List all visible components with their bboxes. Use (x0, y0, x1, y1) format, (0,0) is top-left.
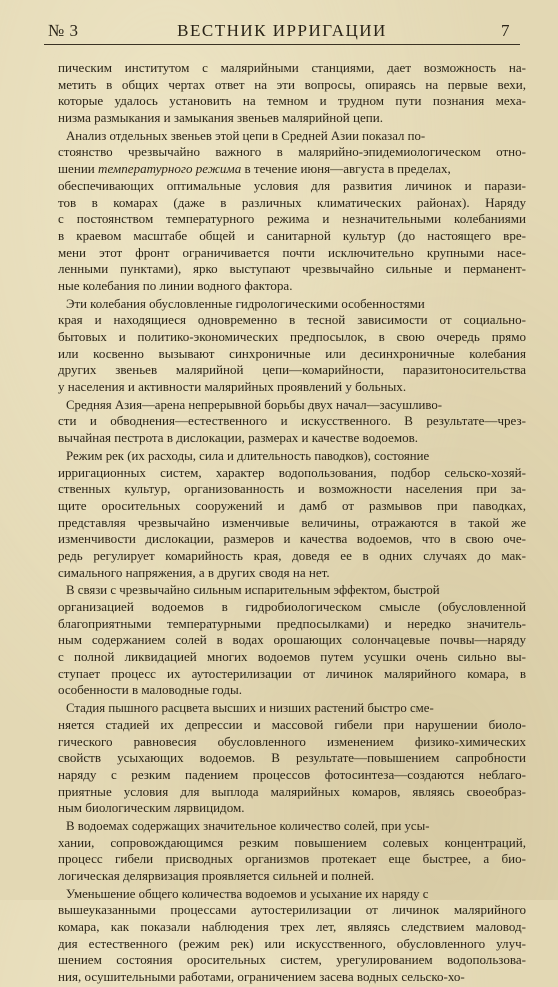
text-line: щите оросительных сооружений и дамб от размывов при паводках, (58, 497, 526, 513)
text-line: бытовых и политико-экономических предпосылок, в свою очередь прямо (58, 329, 526, 344)
text-line: мени этот фронт ограничивается почти исключительно крупными насе- (58, 244, 526, 260)
text-line: ные колебания по линии водного фактора. (58, 277, 293, 293)
text-line: Средняя Азия—арена непрерывной борьбы двух начал—засушливо- (66, 396, 443, 412)
text-line: с полной ликвидацией многих водоемов путем усушки очень сильно вы- (58, 649, 526, 665)
text-line: хании, сопровождающимся резким повышением солевых концентраций, (58, 834, 526, 850)
text-line: шением состояния оросительных систем, урегулированием водопользова- (58, 952, 526, 968)
text-line: особенности в маловодные годы. (58, 682, 242, 698)
text-line: которые удалось установить на темном и трудном пути познания меха- (58, 93, 526, 109)
text-line: благоприятными температурными предпосылками) и нередко значитель- (58, 615, 526, 631)
text-line: шении температурного режима в течение июня—августа в пределах, (58, 161, 451, 177)
text-line: ным содержанием солей в водах орошающих солончацевые почвы—наряду (58, 632, 526, 648)
text-line: края и находящиеся одновременно в тесной зависимости от социально- (58, 312, 526, 328)
issue-number: № 3 (48, 21, 79, 40)
journal-title: ВЕСТНИК ИРРИГАЦИИ (177, 21, 387, 40)
text-line: ступает процесс их аутостерилизации от личинок малярийного комара, в (58, 665, 526, 681)
text-line: процесс гибели присводных организмов протекает еще быстрее, а био- (58, 851, 526, 867)
text-line: в краевом масштабе общей и санитарной культур (до настоящего вре- (58, 227, 526, 243)
text-line: пическим институтом с малярийными станциями, дает возможность на- (58, 60, 526, 75)
paragraph (58, 582, 526, 699)
text-line: метить в общих чертах ответ на эти вопросы, опираясь на первые вехи, (58, 76, 526, 92)
text-line: изменчивости дислокации, размеров и качества водоемов, что в свою оче- (58, 531, 526, 547)
paragraph (58, 700, 526, 817)
text-line: или косвенно вызывают синхроничные или десинхроничные колебания (58, 345, 526, 361)
text-line: ния, осушительными работами, ограничением засева водных сельско-хо- (58, 969, 465, 985)
text-line: Анализ отдельных звеньев этой цепи в Средней Азии показал по- (66, 127, 426, 143)
text-line: ленными пунктами), ярко выступают чрезвычайно сильные и перманент- (58, 261, 526, 277)
text-line: редь регулирует комарийность края, доведя ее в одних случаях до мак- (58, 547, 526, 563)
text-line: логическая делярвизация проявляется сильней и полней. (58, 868, 375, 883)
text-line: В водоемах содержащих значительное количество солей, при усы- (66, 817, 430, 833)
text-line: гического равновесия обусловленного изменением физико-химических (58, 733, 526, 749)
text-line: наряду с резким падением процессов фотосинтеза—создаются неблаго- (58, 766, 526, 782)
emphasis: температурного режима (98, 161, 242, 177)
text-line: обеспечивающих оптимальные условия для развития личинок и парази- (58, 177, 526, 193)
paragraph (58, 448, 526, 582)
text-line: Режим рек (их расходы, сила и длительность паводков), состояние (66, 447, 430, 463)
text-line: симального напряжения, а в других сводя на нет. (58, 564, 330, 580)
page-number: 7 (501, 21, 510, 40)
paragraph (58, 397, 526, 447)
text-line: свойств усыхающих водоемов. В результате—повышением сапробности (58, 750, 526, 766)
paragraph (58, 296, 526, 396)
text-line: организацией водоемов в гидробиологическом смысле (обусловленной (58, 599, 526, 614)
text-line: сти и обводнения—естественного и искусственного. В результате—чрез- (58, 413, 526, 429)
text-line: представляя чрезвычайно изменчивые величины, отражаются в такой же (58, 514, 526, 530)
text-line: тов в комарах (даже в различных климатических районах). Наряду (58, 194, 526, 210)
text-line: Уменьшение общего количества водоемов и усыхание их наряду с (66, 885, 429, 901)
text-line: приятные условия для выплода малярийных комаров, являясь своеобраз- (58, 783, 526, 799)
text-line: В связи с чрезвычайно сильным испарительным эффектом, быстрой (66, 582, 440, 598)
text-line: комара, как показали наблюдения трех лет, являясь следствием маловод- (58, 919, 526, 935)
text-line: ирригационных систем, характер водопользования, подбор сельско-хозяй- (58, 464, 526, 480)
text-line: Эти колебания обусловленные гидрологическими особенностями (66, 295, 425, 311)
text-line: стоянство чрезвычайно важного в малярийно-эпидемиологическом отно- (58, 144, 526, 160)
paragraph (58, 60, 526, 127)
text-line: вышеуказанными процессами аутостерилизации от личинок малярийного (58, 902, 526, 918)
paragraph (58, 818, 526, 885)
text-line: у населения и активности малярийных проявлений у больных. (58, 379, 407, 395)
text-line: Стадия пышного расцвета высших и низших растений быстро сме- (66, 700, 434, 716)
text-line: вычайная пестрота в дислокации, размерах и качестве водоемов. (58, 430, 419, 446)
text-line: других звеньев малярийной цепи—комарийности, паразитоносительства (58, 362, 526, 378)
text-line: низма размыкания и замыкания звеньев малярийной цепи. (58, 110, 383, 126)
article-body (58, 60, 526, 987)
text-line: ственных культур, организованность и возможности населения при за- (58, 481, 526, 497)
text-line: няется стадией их депрессии и массовой гибели при нарушении биоло- (58, 716, 526, 732)
paragraph (58, 128, 526, 295)
page-header (44, 18, 520, 45)
paragraph (58, 886, 526, 986)
text-line: с постоянством температурного режима и незначительными колебаниями (58, 211, 526, 227)
text-line: ным биологическим лярвицидом. (58, 800, 245, 816)
text-line: дия естественного (режим рек) или искусственного, обусловленного улуч- (58, 935, 526, 951)
